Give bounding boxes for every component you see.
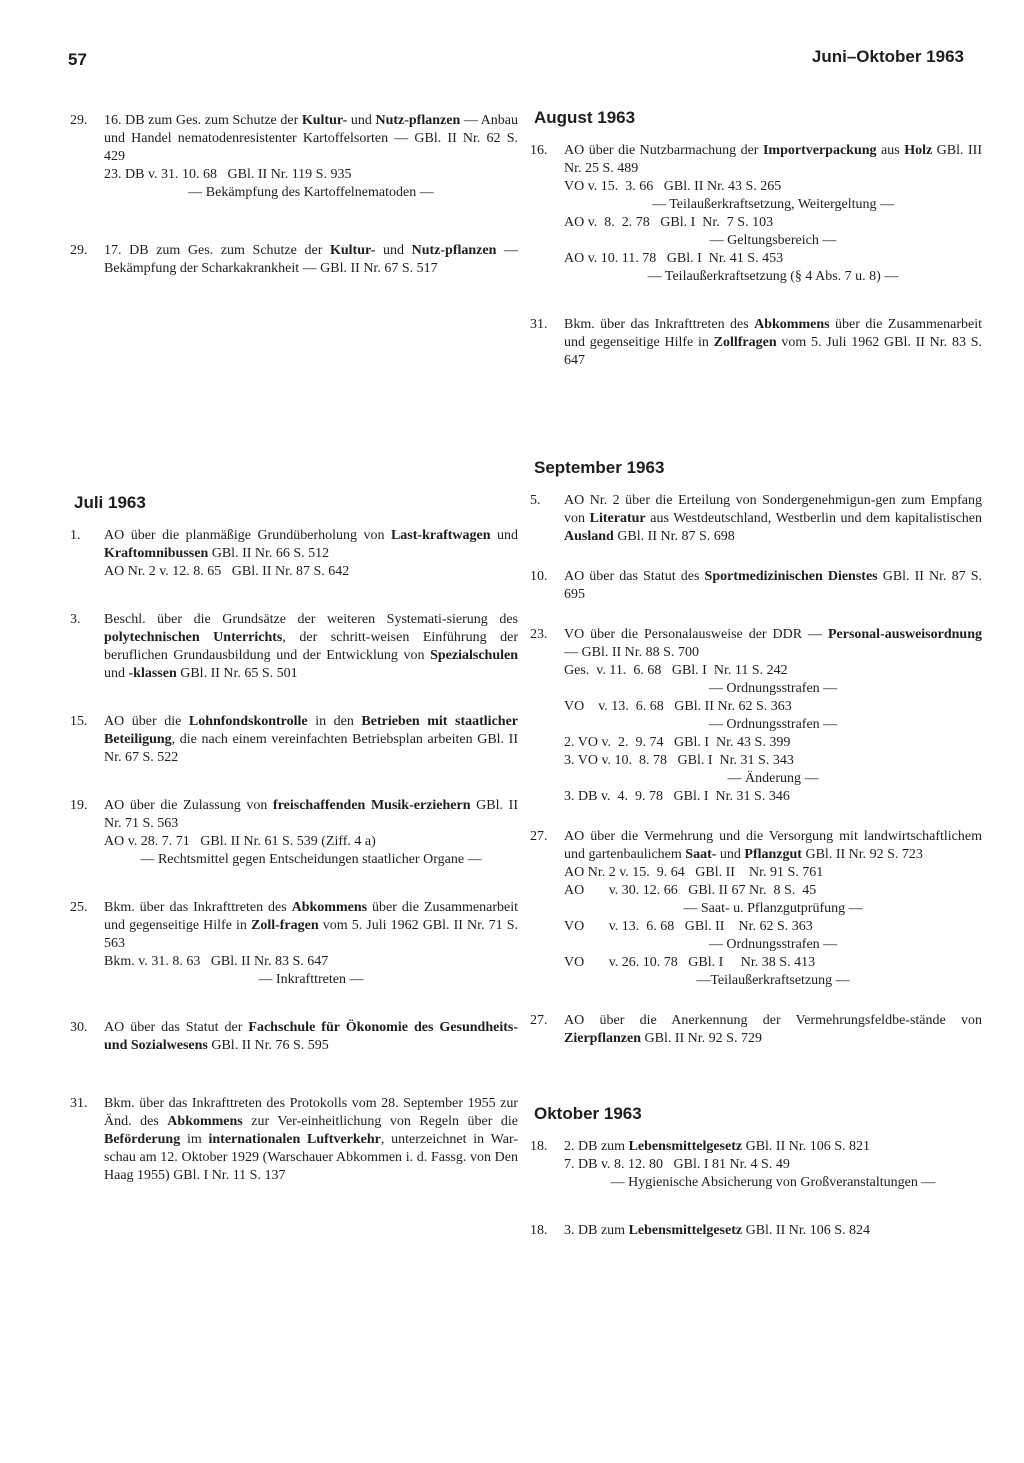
gazette-entry: [530, 316, 982, 370]
amendment-reference: 2. VO v. 2. 9. 74 GBl. I Nr. 43 S. 399: [564, 735, 791, 750]
amendment-reference: 3. VO v. 10. 8. 78 GBl. I Nr. 31 S. 343: [564, 753, 794, 768]
entry-day: 30.: [70, 1020, 88, 1035]
entry-day: 31.: [70, 1096, 88, 1111]
entry-title: AO Nr. 2 über die Erteilung von Sondergenehmigun-gen zum Empfang von Literatur aus Westdeutschland, Westberlin und dem kapitalistischen Ausland GBl. II Nr. 87 S. 698: [564, 493, 982, 544]
entry-day: 23.: [530, 627, 548, 642]
amendment-note: — Inkrafttreten —: [258, 972, 364, 987]
amendment-reference: 7. DB v. 8. 12. 80 GBl. I 81 Nr. 4 S. 49: [564, 1157, 790, 1172]
entry-title: AO über die Lohnfondskontrolle in den Betrieben mit staatlicher Beteiligung, die nach einem vereinfachten Betriebsplan arbeiten GBl. II Nr. 67 S. 522: [104, 714, 518, 765]
gazette-entry: [70, 112, 518, 202]
month-heading: Oktober 1963: [534, 1104, 642, 1123]
amendment-reference: AO Nr. 2 v. 15. 9. 64 GBl. II Nr. 91 S. 761: [564, 865, 824, 880]
entry-day: 27.: [530, 1013, 548, 1028]
entry-day: 27.: [530, 829, 548, 844]
entry-title: AO über die Vermehrung und die Versorgung mit landwirtschaftlichem und gartenbaulichem Saat- und Pflanzgut GBl. II Nr. 92 S. 723: [564, 829, 982, 862]
entry-day: 25.: [70, 900, 88, 915]
amendment-reference: VO v. 13. 6. 68 GBl. II Nr. 62 S. 363: [564, 699, 792, 714]
month-heading: Juli 1963: [74, 493, 146, 512]
gazette-entry: [70, 611, 518, 683]
amendment-note: — Änderung —: [727, 771, 819, 786]
gazette-entry: [530, 142, 982, 286]
gazette-entry: [70, 1095, 518, 1185]
entry-day: 15.: [70, 714, 88, 729]
entry-day: 19.: [70, 798, 88, 813]
entry-title: Bkm. über das Inkrafttreten des Abkommens über die Zusammenarbeit und gegenseitige Hilfe in Zollfragen vom 5. Juli 1962 GBl. II Nr. 83 S. 647: [564, 317, 982, 368]
amendment-note: — Teilaußerkraftsetzung (§ 4 Abs. 7 u. 8) —: [647, 269, 899, 284]
entry-title: AO über das Statut der Fachschule für Ökonomie des Gesundheits- und Sozialwesens GBl. II Nr. 76 S. 595: [104, 1020, 518, 1053]
entry-day: 29.: [70, 113, 88, 128]
entry-day: 29.: [70, 243, 88, 258]
entry-day: 18.: [530, 1223, 548, 1238]
entry-day: 5.: [530, 493, 541, 508]
entry-title: 16. DB zum Ges. zum Schutze der Kultur- und Nutz-pflanzen — Anbau und Handel nematodenresistenter Kartoffelsorten — GBl. II Nr. 62 S. 429: [104, 113, 518, 164]
left-column: [70, 112, 518, 1185]
gazette-entry: [70, 899, 518, 989]
entry-day: 3.: [70, 612, 81, 627]
amendment-reference: Ges. v. 11. 6. 68 GBl. I Nr. 11 S. 242: [564, 663, 788, 678]
amendment-note: — Rechtsmittel gegen Entscheidungen staatlicher Organe —: [140, 852, 482, 867]
gazette-entry: [530, 1012, 982, 1048]
entry-title: AO über das Statut des Sportmedizinischen Dienstes GBl. II Nr. 87 S. 695: [564, 569, 983, 602]
entry-day: 18.: [530, 1139, 548, 1154]
gazette-entry: [530, 828, 982, 990]
amendment-note: — Bekämpfung des Kartoffelnematoden —: [188, 185, 434, 200]
gazette-entry: [530, 492, 982, 546]
entry-title: 3. DB zum Lebensmittelgesetz GBl. II Nr. 106 S. 824: [564, 1223, 871, 1238]
amendment-note: — Ordnungsstrafen —: [708, 681, 838, 696]
entry-day: 10.: [530, 569, 548, 584]
entry-title: 2. DB zum Lebensmittelgesetz GBl. II Nr. 106 S. 821: [564, 1139, 871, 1154]
entry-title: VO über die Personalausweise der DDR — Personal-ausweisordnung — GBl. II Nr. 88 S. 700: [564, 627, 982, 660]
gazette-entry: [530, 1138, 982, 1192]
month-heading: September 1963: [534, 458, 665, 477]
gazette-entry: [530, 626, 982, 806]
entry-title: AO über die planmäßige Grundüberholung von Last-kraftwagen und Kraftomnibussen GBl. II Nr. 66 S. 512: [104, 528, 518, 561]
amendment-reference: AO v. 28. 7. 71 GBl. II Nr. 61 S. 539 (Ziff. 4 a): [104, 834, 376, 849]
gazette-entry: [530, 1222, 982, 1240]
entry-title: AO über die Nutzbarmachung der Importverpackung aus Holz GBl. III Nr. 25 S. 489: [564, 143, 983, 176]
amendment-note: —Teilaußerkraftsetzung —: [696, 973, 850, 988]
right-column: [530, 108, 982, 1240]
gazette-entry: [70, 713, 518, 767]
amendment-reference: VO v. 26. 10. 78 GBl. I Nr. 38 S. 413: [564, 955, 816, 970]
gazette-entry: [70, 797, 518, 869]
entry-day: 16.: [530, 143, 548, 158]
amendment-note: — Ordnungsstrafen —: [708, 717, 838, 732]
amendment-reference: 3. DB v. 4. 9. 78 GBl. I Nr. 31 S. 346: [564, 789, 790, 804]
amendment-reference: 23. DB v. 31. 10. 68 GBl. II Nr. 119 S. 935: [104, 167, 352, 182]
entry-title: Bkm. über das Inkrafttreten des Abkommens über die Zusammenarbeit und gegenseitige Hilfe in Zoll-fragen vom 5. Juli 1962 GBl. II Nr. 71 S. 563: [104, 900, 518, 951]
month-heading: August 1963: [534, 108, 636, 127]
amendment-reference: AO v. 8. 2. 78 GBl. I Nr. 7 S. 103: [564, 215, 774, 230]
entry-title: AO über die Anerkennung der Vermehrungsfeldbe-stände von Zierpflanzen GBl. II Nr. 92 S. 729: [564, 1013, 982, 1046]
amendment-reference: AO v. 10. 11. 78 GBl. I Nr. 41 S. 453: [564, 251, 784, 266]
entry-title: 17. DB zum Ges. zum Schutze der Kultur- und Nutz-pflanzen — Bekämpfung der Scharkakrankheit — GBl. II Nr. 67 S. 517: [104, 243, 519, 276]
entry-title: Bkm. über das Inkrafttreten des Protokolls vom 28. September 1955 zur Änd. des Abkommens zur Ver-einheitlichung von Regeln über die Beförderung im internationalen Luftverkehr, unterzeichnet in War-schau am 12. Oktober 1929 (Warschauer Abkommen i. d. Fassg. von Den Haag 1955) GBl. I Nr. 11 S. 137: [104, 1096, 519, 1183]
amendment-note: — Saat- u. Pflanzgutprüfung —: [683, 901, 863, 916]
gazette-entry: [70, 1019, 518, 1055]
gazette-entry: [530, 568, 982, 604]
amendment-reference: AO Nr. 2 v. 12. 8. 65 GBl. II Nr. 87 S. 642: [104, 564, 350, 579]
amendment-note: — Geltungsbereich —: [709, 233, 837, 248]
amendment-note: — Ordnungsstrafen —: [708, 937, 838, 952]
amendment-reference: AO v. 30. 12. 66 GBl. II 67 Nr. 8 S. 45: [564, 883, 817, 898]
amendment-reference: VO v. 15. 3. 66 GBl. II Nr. 43 S. 265: [564, 179, 782, 194]
entry-day: 31.: [530, 317, 548, 332]
entry-day: 1.: [70, 528, 81, 543]
entry-title: Beschl. über die Grundsätze der weiteren Systemati-sierung des polytechnischen Unterrichts, der schritt-weisen Einführung der beruflichen Grundausbildung und der Entwicklung von Spezialschulen und -klassen GBl. II Nr. 65 S. 501: [104, 612, 518, 681]
entry-title: AO über die Zulassung von freischaffenden Musik-erziehern GBl. II Nr. 71 S. 563: [104, 798, 518, 831]
gazette-entry: [70, 527, 518, 581]
page-number: 57: [68, 50, 87, 69]
amendment-reference: VO v. 13. 6. 68 GBl. II Nr. 62 S. 363: [564, 919, 813, 934]
amendment-note: — Teilaußerkraftsetzung, Weitergeltung —: [651, 197, 895, 212]
amendment-note: — Hygienische Absicherung von Großveranstaltungen —: [610, 1175, 936, 1190]
amendment-reference: Bkm. v. 31. 8. 63 GBl. II Nr. 83 S. 647: [104, 954, 329, 969]
gazette-entry: [70, 242, 518, 278]
running-head: Juni–Oktober 1963: [811, 47, 964, 66]
